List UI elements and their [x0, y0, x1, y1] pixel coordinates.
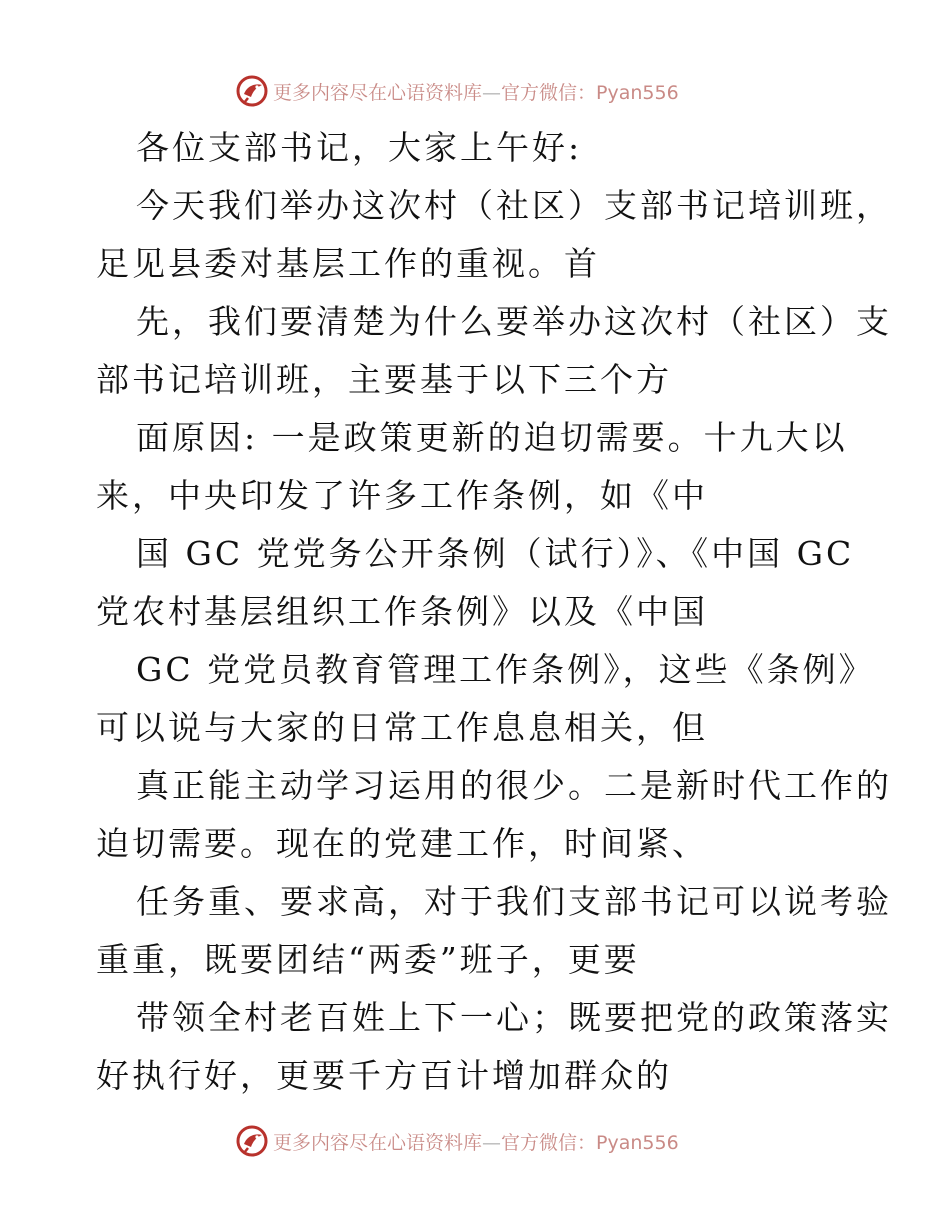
text-line: 国 GC 党党务公开条例（试行）》、《中国 GC	[136, 534, 855, 573]
text-line: 党农村基层组织工作条例》以及《中国	[96, 592, 708, 631]
text-line: 先，我们要清楚为什么要举办这次村（社区）支	[136, 302, 892, 341]
text-line: 带领全村老百姓上下一心；既要把党的政策落实	[136, 998, 892, 1037]
text-line: 面原因: 一是政策更新的迫切需要。十九大以	[136, 418, 848, 457]
text-line: 各位支部书记，大家上午好:	[136, 128, 583, 167]
text-line: 重重，既要团结“两委”班子，更要	[96, 940, 640, 979]
text-line: 好执行好，更要千方百计增加群众的	[96, 1056, 672, 1095]
text-line: 可以说与大家的日常工作息息相关，但	[96, 708, 708, 747]
watermark-text: 更多内容尽在心语资料库—官方微信：Pyan556	[273, 81, 679, 104]
footer-watermark	[235, 1124, 679, 1158]
document-body	[96, 119, 892, 1105]
text-line: GC 党党员教育管理工作条例》，这些《条例》	[136, 650, 875, 689]
text-line: 迫切需要。现在的党建工作，时间紧、	[96, 824, 708, 863]
text-line: 真正能主动学习运用的很少。二是新时代工作的	[136, 766, 892, 805]
red-bird-logo-icon	[235, 74, 269, 108]
text-line: 足见县委对基层工作的重视。首	[96, 244, 600, 283]
red-bird-logo-icon	[235, 1124, 269, 1158]
text-line: 今天我们举办这次村（社区）支部书记培训班，	[136, 186, 892, 225]
text-line: 部书记培训班，主要基于以下三个方	[96, 360, 672, 399]
text-line: 任务重、要求高，对于我们支部书记可以说考验	[136, 882, 892, 921]
text-line: 来，中央印发了许多工作条例，如《中	[96, 476, 708, 515]
header-watermark	[235, 74, 679, 108]
watermark-text: 更多内容尽在心语资料库—官方微信：Pyan556	[273, 1131, 679, 1154]
